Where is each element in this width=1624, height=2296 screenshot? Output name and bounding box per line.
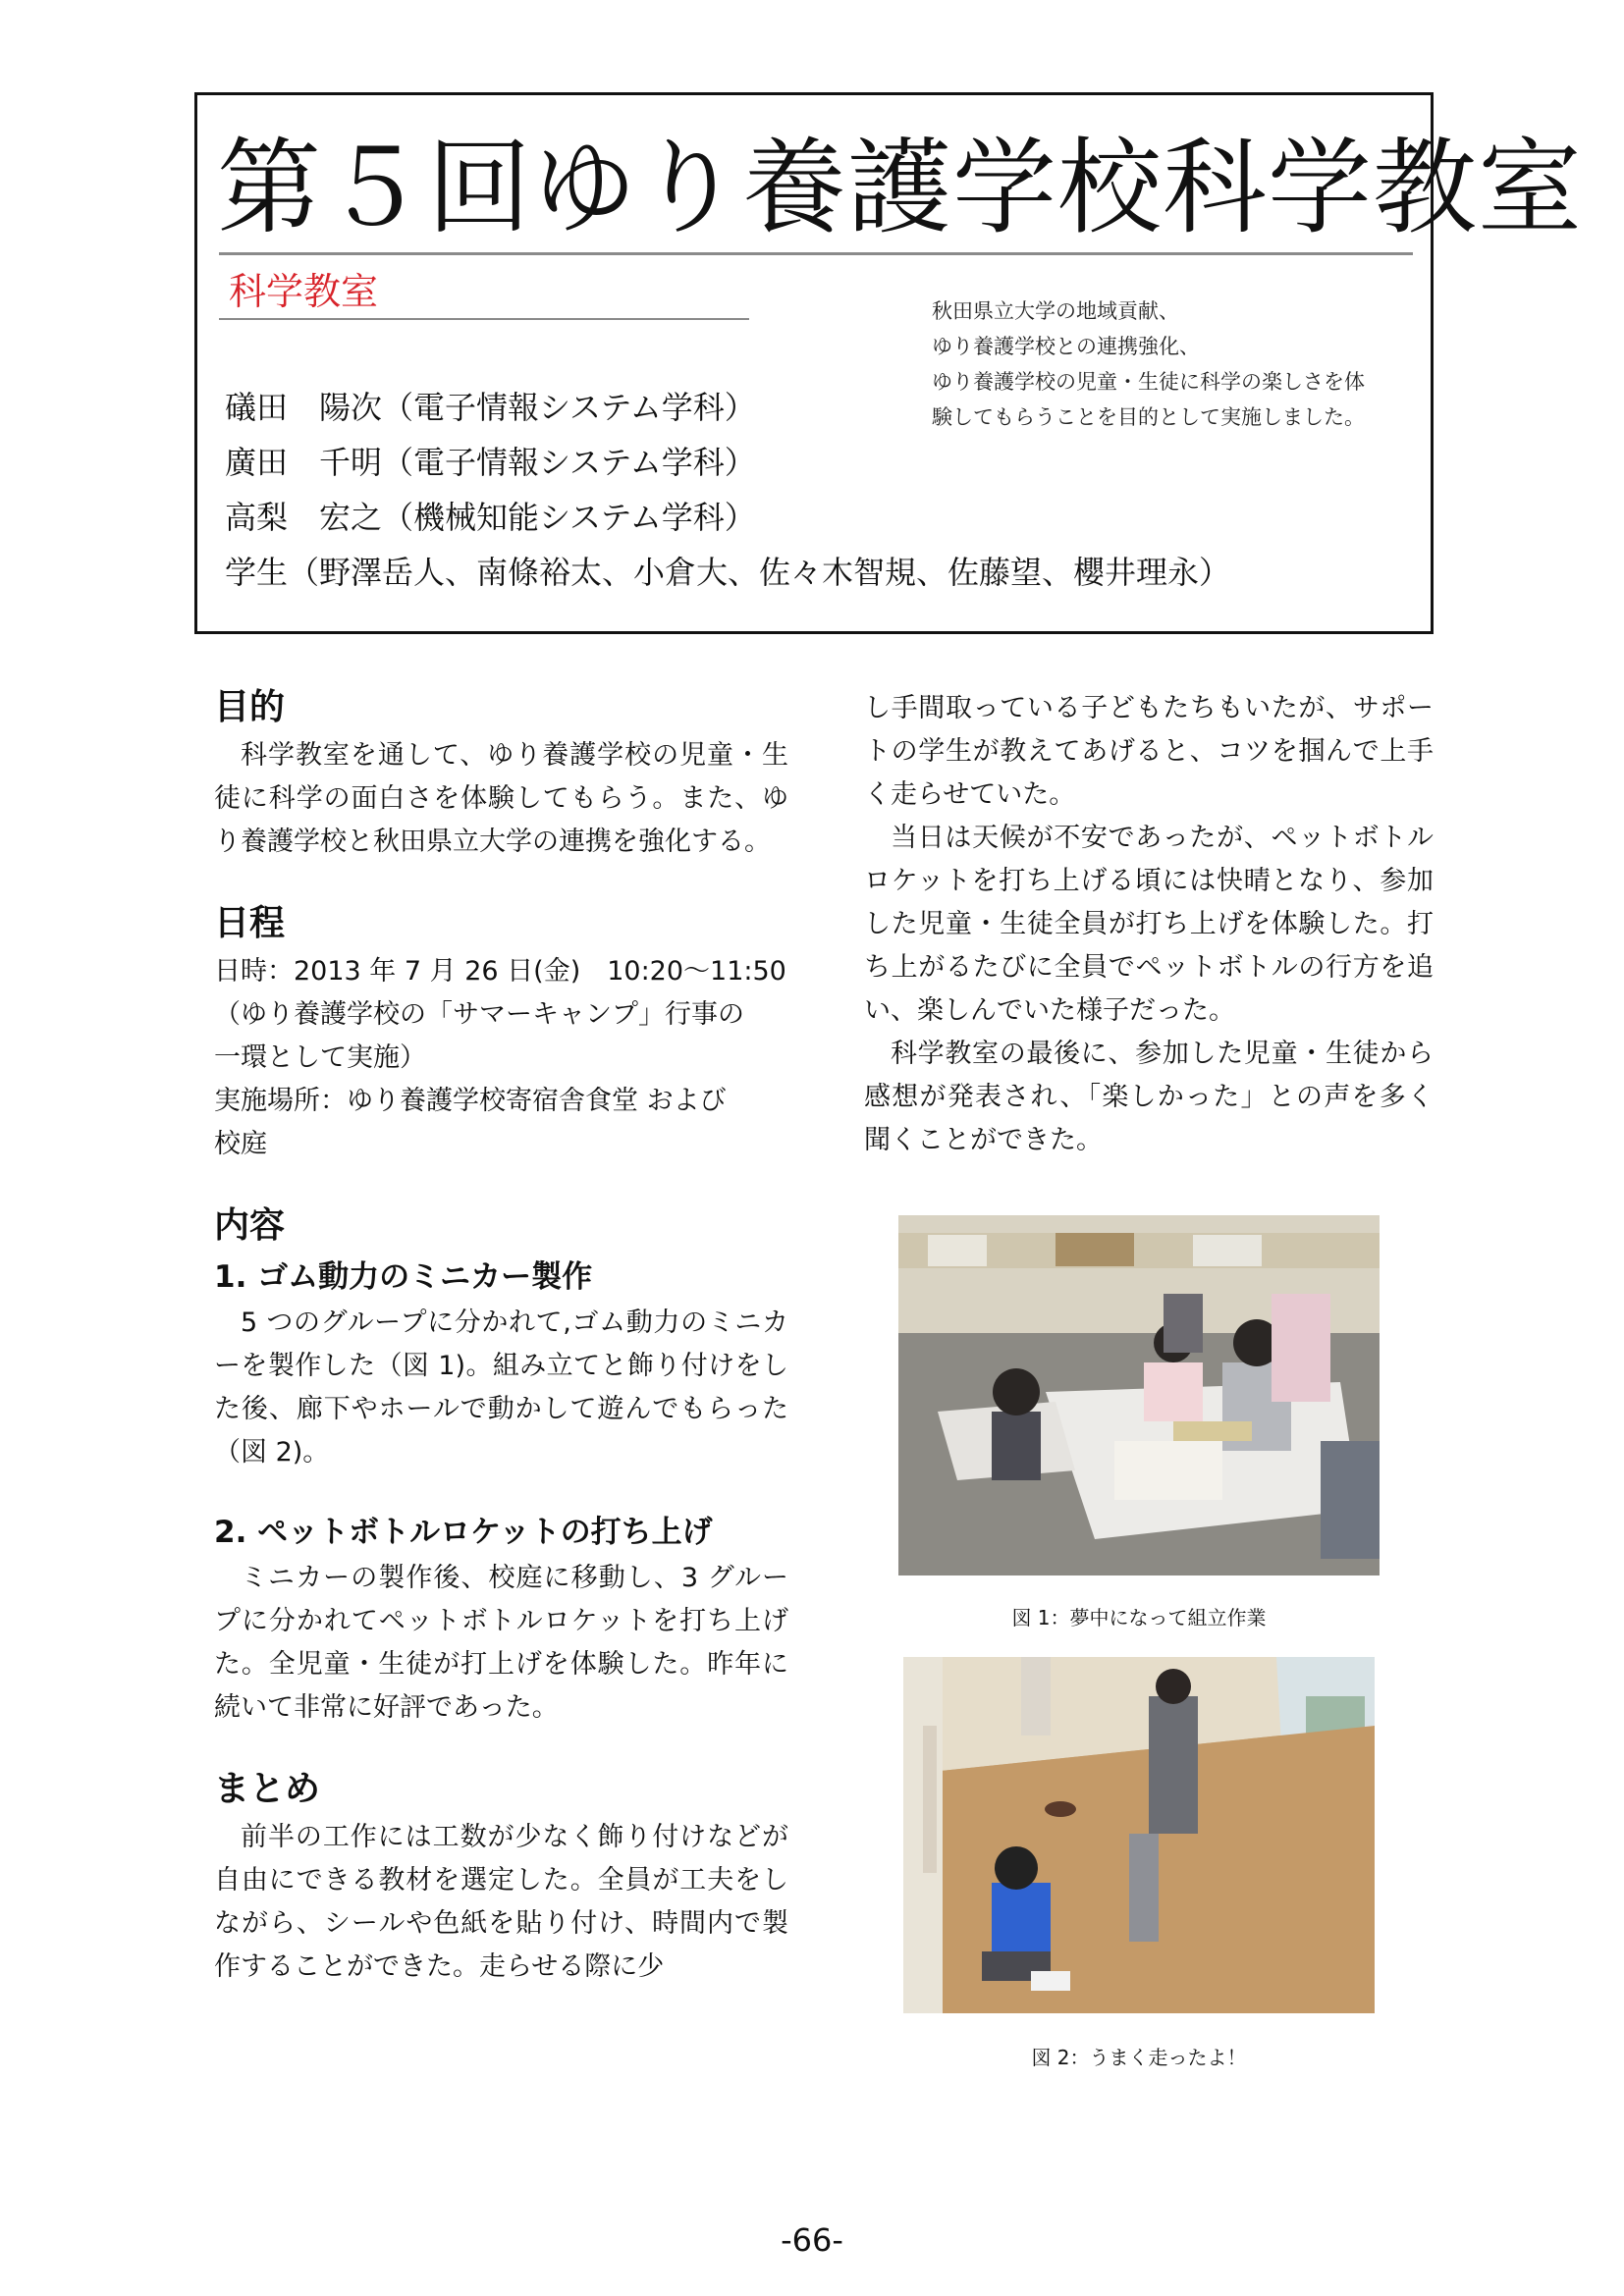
purpose-body: 科学教室を通して、ゆり養護学校の児童・生徒に科学の面白さを体験してもらう。また、ゆり養護学校と秋田県立大学の連携を強化する。 bbox=[214, 740, 788, 857]
section-heading-summary: まとめ bbox=[214, 1769, 321, 1809]
author-entry: 高梨 宏之（機械知能システム学科） bbox=[225, 499, 756, 536]
summary-paragraph-2: 当日は天候が不安であったが、ペットボトルロケットを打ち上げる頃には快晴となり、参加した児童・生徒全員が打ち上げを体験した。打ち上がるたびに全員でペットボトルの行方を追い、楽しんでいた様子だった。 bbox=[864, 823, 1434, 1026]
category-label: 科学教室 bbox=[229, 270, 379, 313]
purpose-line: 秋田県立大学の地域貢献、 bbox=[932, 299, 1179, 323]
figure-2-caption: 図 2：うまく走ったよ！ bbox=[1031, 2046, 1247, 2069]
content-item-1-title: 1. ゴム動力のミニカー製作 bbox=[214, 1259, 593, 1295]
author-entry: 礒田 陽次（電子情報システム学科） bbox=[225, 389, 756, 426]
summary-body: 前半の工作には工数が少なく飾り付けなどが自由にできる教材を選定した。全員が工夫をしながら、シールや色紙を貼り付け、時間内で製作することができた。走らせる際に少 bbox=[214, 1822, 788, 1982]
content-item-1-body: 5 つのグループに分かれて,ゴム動力のミニカーを製作した（図 1)。組み立てと飾り付けをした後、廊下やホールで動かして遊んでもらった（図 2)。 bbox=[214, 1308, 788, 1468]
figure-1-caption: 図 1：夢中になって組立作業 bbox=[1011, 1606, 1267, 1629]
purpose-line: ゆり養護学校の児童・生徒に科学の楽しさを体 bbox=[932, 370, 1365, 394]
section-heading-schedule: 日程 bbox=[214, 903, 286, 943]
category-divider bbox=[219, 318, 749, 320]
author-entry: 学生（野澤岳人、南條裕太、小倉大、佐々木智規、佐藤望、櫻井理永） bbox=[225, 554, 1231, 591]
figure-2-photo bbox=[903, 1657, 1375, 2013]
header-box bbox=[194, 92, 1583, 634]
content-item-2-title: 2. ペットボトルロケットの打ち上げ bbox=[214, 1515, 713, 1550]
purpose-line: 験してもらうことを目的として実施しました。 bbox=[932, 405, 1365, 429]
schedule-line: 一環として実施） bbox=[214, 1042, 426, 1073]
schedule-line: 日時：2013 年 7 月 26 日(金) 10:20～11:50 bbox=[214, 956, 786, 987]
schedule-line: 実施場所：ゆり養護学校寄宿舎食堂 および bbox=[214, 1086, 727, 1116]
schedule-line: （ゆり養護学校の「サマーキャンプ」行事の bbox=[214, 999, 744, 1030]
page-title: 第５回ゆり養護学校科学教室 bbox=[217, 128, 1583, 248]
schedule-line: 校庭 bbox=[214, 1129, 267, 1159]
left-column bbox=[214, 681, 788, 1989]
summary-paragraph-3: 科学教室の最後に、参加した児童・生徒から感想が発表され、「楽しかった」との声を多く聞くことができた。 bbox=[864, 1039, 1434, 1155]
title-divider bbox=[219, 252, 1413, 255]
page-number: -66- bbox=[781, 2221, 843, 2259]
figure-1-photo bbox=[898, 1215, 1380, 1575]
summary-continued: し手間取っている子どもたちもいたが、サポートの学生が教えてあげると、コツを掴んで上手く走らせていた。 bbox=[864, 693, 1434, 810]
section-heading-purpose: 目的 bbox=[214, 687, 286, 727]
purpose-line: ゆり養護学校との連携強化、 bbox=[932, 335, 1200, 358]
content-item-2-body: ミニカーの製作後、校庭に移動し、3 グループに分かれてペットボトルロケットを打ち上げた。全児童・生徒が打上げを体験した。昨年に続いて非常に好評であった。 bbox=[214, 1563, 788, 1723]
right-column bbox=[864, 687, 1434, 1162]
author-list bbox=[225, 380, 1230, 600]
author-entry: 廣田 千明（電子情報システム学科） bbox=[225, 444, 756, 481]
section-heading-content: 内容 bbox=[214, 1205, 286, 1246]
